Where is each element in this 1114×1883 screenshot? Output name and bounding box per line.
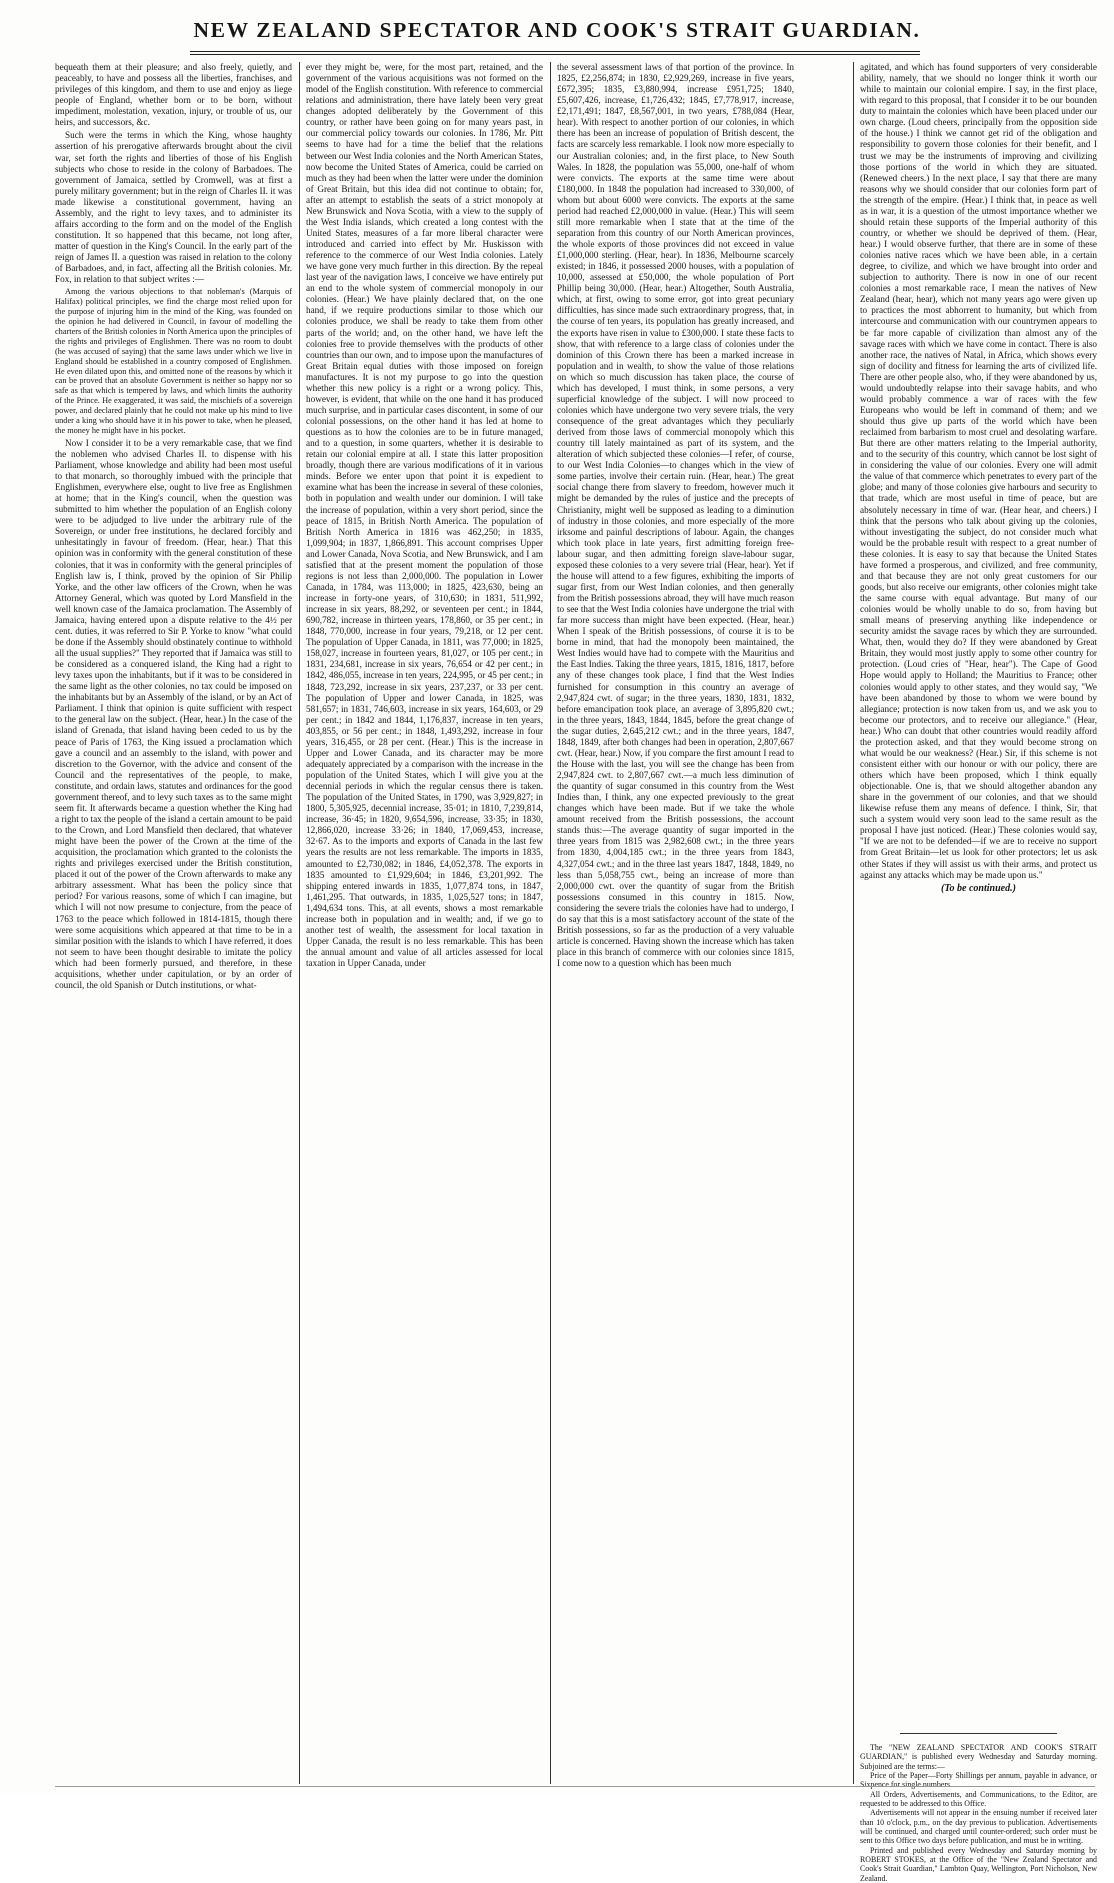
imprint-paragraph: Printed and published every Wednesday and Saturday morning by ROBERT STOKES, at the Office of the "New Zealand Spectator and Cook's Strait Guardian," Lambton Quay, Wellington, Port Nicholson, New Zealand. (860, 1845, 1097, 1883)
continued-notice: (To be continued.) (941, 882, 1016, 894)
imprint-paragraph: Price of the Paper—Forty Shillings per annum, payable in advance, or Sixpence for single numbers. (860, 1771, 1097, 1790)
article-column-3 (557, 62, 794, 1782)
imprint-rule (900, 1733, 1057, 1734)
article-column-2 (306, 62, 543, 1782)
column-divider (853, 62, 854, 1784)
page-bottom-rule (55, 1786, 1095, 1787)
article-paragraph: the several assessment laws of that portion of the province. In 1825, £2,256,874; in 1830, £2,929,269, increase in five years, £672,395; 1835, £3,880,994, increase £951,725; 1840, £5,607,426, increase, £1,726,432; 1845, £7,778,917, increase, £2,171,491; 1847, £8,567,001, in two years, £788,084 (Hear, hear). With respect to another portion of our colonies, in which there has been an increase of population of British descent, the facts are scarcely less remarkable. I look now more especially to our Australian colonies; and, in the first place, to New South Wales. In 1828, the population was 55,000, one-half of whom were convicts. The exports at the same time were about £180,000. In 1848 the population had increased to 330,000, of whom but about 6000 were convicts. The exports at the same period had reached £2,000,000 in value. (Hear.) This will seem still more remarkable when I state that at the time of the separation from this country of our North American provinces, the whole exports of those provinces did not exceed in value £1,000,000 sterling. (Hear, hear). In 1836, Melbourne scarcely existed; in 1846, it possessed 2000 houses, with a population of 10,000, assessed at £50,000, the whole population of Port Phillip being 30,000. (Hear, hear.) Altogether, South Australia, which, at first, owing to some error, got into great pecuniary difficulties, has since made such extraordinary progress, that, in the course of ten years, its population has greatly increased, and the exports have risen in value to £300,000. I state these facts to show, that with reference to a large class of colonies under the dominion of this Crown there has been a marked increase in population and in wealth, to show the value of those relations on which so much discussion has taken place, the course of which has developed, I must think, in some persons, a very superficial knowledge of the subject. I will now proceed to colonies which have undergone two very severe trials, the very consequence of the great advantages which they peculiarly derived from those laws of commercial monopoly which this country till lately maintained as part of its system, and the alteration of which subjected these colonies—I refer, of course, to our West India Colonies—to changes which in the view of some parties, involve their certain ruin. (Hear, hear.) The great social change there from slavery to freedom, however much it might be demanded by the rules of justice and the precepts of Christianity, might well be supposed as leading to a diminution of industry in those colonies, and more especially of the more irksome and painful descriptions of labour. Again, the changes which took place in late years, first admitting foreign free-labour sugar, and then admitting foreign slave-labour sugar, exposed these colonies to a very severe trial (Hear, hear). Yet if the house will attend to a few figures, exhibiting the imports of sugar first, from our West Indian colonies, and then generally from the British possessions abroad, they will have much reason to see that the West India colonies have undergone the trial with far more success than might have been expected. (Hear, hear.) When I speak of the British possessions, of course it is to be borne in mind, that had the monopoly been maintained, the West Indies would have had to compete with the Mauritius and the East Indies. Taking the three years, 1815, 1816, 1817, before any of these changes took place, I find that the West Indies furnished for consumption in this country an average of 2,947,824 cwt. of sugar; in the three years, 1830, 1831, 1832, before emancipation took place, an average of 3,895,820 cwt.; in the three years, 1843, 1844, 1845, before the great change of the sugar duties, 2,645,212 cwt.; and in the three years, 1847, 1848, 1849, after both changes had been in operation, 2,807,667 cwt. (Hear, hear.) Now, if you compare the first amount I read to the House with the last, you will see the change has been from 2,947,824 cwt. to 2,807,667 cwt.—a much less diminution of the quantity of sugar consumed in this country from the West Indies than, I think, any one expected previously to the great changes which have been made. But if we take the whole amount received from the British possessions, the account stands thus:—The average quantity of sugar imported in the three years from 1815 was 2,982,608 cwt.; in the three years from 1830, 4,004,185 cwt.; in the three years from 1843, 4,327,054 cwt.; and in the three last years 1847, 1848, 1849, no less than 5,058,755 cwt., being an increase of more than 2,000,000 cwt. over the quantity of sugar from the British possessions consumed in this country in 1815. Now, considering the severe trials the colonies have had to undergo, I do say that this is a most satisfactory account of the state of the British possessions, so far as the production of a very valuable article is concerned. Having shown the increase which has taken place in this branch of commerce with our colonies since 1815, I come now to a question which has been much (557, 62, 794, 969)
article-paragraph: Among the various objections to that nobleman's (Marquis of Halifax) political principles, we find the charge most relied upon for the purpose of injuring him in the mind of the King, was founded on the opinion he had delivered in Council, in favour of modelling the charters of the British colonies in North America upon the principles of the rights and privileges of Englishmen. There was no room to doubt (he was accused of saying) that the same laws under which we live in England should be established in a country composed of Englishmen. He even dilated upon this, and omitted none of the reasons by which it can be proved that an absolute Government is neither so happy nor so safe as that which is tempered by laws, and which limits the authority of the Prince. He exaggerated, it was said, the mischiefs of a sovereign power, and declared plainly that he could not make up his mind to live under a king who should have it in his power to take, when he pleased, the money he might have in his pocket. (55, 287, 292, 435)
masthead-title: NEW ZEALAND SPECTATOR AND COOK'S STRAIT GUARDIAN. (193, 18, 921, 42)
article-paragraph: bequeath them at their pleasure; and also freely, quietly, and peaceably, to have and possess all the liberties, franchises, and privileges of this kingdom, and them to use and enjoy as liege people of England, whether born or to be born, without impediment, molestation, vexation, injury, or trouble of us, our heirs, and successors, &c. (55, 62, 292, 128)
column-divider (299, 62, 300, 1784)
article-column-4 (860, 62, 1097, 1722)
article-column-1 (55, 62, 292, 1782)
imprint-paragraph: All Orders, Advertisements, and Communications, to the Editor, are requested to be addressed to this Office. (860, 1789, 1097, 1809)
article-paragraph: agitated, and which has found supporters of very considerable ability, namely, that we should no longer think it worth our while to maintain our colonial empire. I say, in the first place, with regard to this proposal, that I consider it to be our bounden duty to maintain the colonies which have been placed under our own charge. (Loud cheers, principally from the opposition side of the house.) I think we cannot get rid of the obligation and responsibility to govern those colonies for their benefit, and I trust we may be the instruments of improving and civilizing those portions of the world in which they are situated. (Renewed cheers.) In the next place, I say that there are many reasons why we should consider that our colonies form part of the strength of the empire. (Hear.) I think that, in peace as well as in war, it is a question of the utmost importance whether we should retain these supports of the Imperial authority of this country, or whether we should be deprived of them. (Hear, hear.) I would observe further, that there are in some of these colonies native races which we have been able, in a certain degree, to civilize, and which we have brought into order and subjection to authority. There is now in one of our recent colonies a most remarkable race, I mean the natives of New Zealand (hear, hear), which not many years ago were given up to practices the most abhorrent to humanity, but which from intercourse and communication with our countrymen appears to be far more capable of civilization than almost any of the savage races with which we have come in contact. There is also another race, the natives of Natal, in Africa, which shows every sign of docility and fitness for learning the arts of civilized life. There are other people also, who, if they were abandoned by us, would undoubtedly relapse into their savage habits, and who would probably commence a war of races with the few Europeans who would be left in command of them; and we should thus give up parts of the world which have been reclaimed from barbarism to most cruel and desolating warfare. But there are other matters relating to the Imperial authority, and to the security of this country, which cannot be lost sight of in considering the value of our colonies. Every one will admit the value of that commerce which penetrates to every part of the globe; and many of those colonies give harbours and security to that trade, which are most useful in time of peace, but are absolutely necessary in time of war. (Hear hear, and cheers.) I think that the persons who talk about giving up the colonies, without investigating the subject, do not consider much what would be the probable result with respect to a great number of these colonies. It is easy to say that because the United States have formed a prosperous, and civilized, and free community, and that because they are not only great customers for our goods, but also receive our emigrants, other colonies might take the same course with equal advantage. But many of our colonies would be wholly unable to do so, from having but small means of preserving anything like independence or security amidst the savage races by which they are surrounded. What, then, would they do? If they were abandoned by Great Britain, they would most justly apply to some other country for protection. (Loud cries of "Hear, hear"). The Cape of Good Hope would apply to Holland; the Mauritius to France; other colonies would apply to other states, and they would say, "We have been abandoned by those to whom we were bound by allegiance; protection is now taken from us, and we ask you to become our protectors, and to receive our allegiance." (Hear, hear.) Who can doubt that other countries would readily afford the protection asked, and that they would become strong on what would be our weakness? (Hear.) Sir, if this scheme is not consistent either with our honour or with our policy, there are others which have been proposed, which I think equally objectionable. One is, that we should altogether abandon any share in the government of our colonies, and that we should likewise refuse them any means of defence. I think, Sir, that such a system would very soon lead to the same result as the proposal I have just noticed. (Hear.) These colonies would say, "If we are not to be defended—if we are to receive no support from Great Britain—let us look for other protectors; let us ask other States if they will assist us with their arms, and protect us against any attacks which may be made upon us." (860, 62, 1097, 880)
article-paragraph: Such were the terms in which the King, whose haughty assertion of his prerogative afterwards brought about the civil war, set forth the rights and liberties of those of his English subjects who chose to reside in the colony of Barbadoes. The government of Jamaica, settled by Cromwell, was at first a purely military government; but in the reign of Charles II. it was made likewise a constitutional government, having an Assembly, and the right to levy taxes, and to administer its affairs according to the form and on the model of the English constitution. It so happened that this became, not long after, matter of question in the King's Council. In the early part of the reign of James II. a question was raised in relation to the colony of Barbadoes, and, in fact, affecting all the British colonies. Mr. Fox, in relation to that subject writes :— (55, 130, 292, 285)
publisher-imprint (860, 1743, 1097, 1883)
column-divider (550, 62, 551, 1784)
imprint-paragraph: The "NEW ZEALAND SPECTATOR AND COOK'S STRAIT GUARDIAN," is published every Wednesday and Saturday morning. Subjoined are the terms:— (860, 1743, 1097, 1771)
masthead-rule-bottom (190, 54, 920, 55)
masthead-rule-top (190, 51, 920, 52)
article-paragraph: ever they might be, were, for the most part, retained, and the government of the various acquisitions was not formed on the model of the English constitution. With reference to commercial relations and administration, there have lately been very great changes adopted deliberately by the Government of this country, or rather have been going on for many years past, in our commercial policy towards our colonies. In 1786, Mr. Pitt seems to have had for a time the belief that the relations between our West India colonies and the North American States, now become the United States of America, could be carried on much as they had been when the latter were under the dominion of Great Britain, but this idea did not continue to obtain; for, after an attempt to establish the seats of a strict monopoly at New Brunswick and Nova Scotia, with a view to the supply of the West India islands, which created a long contest with the United States, measures of a far more liberal character were introduced and carried into effect by Mr. Huskisson with reference to the commerce of our West India colonies. Lately we have gone very much further in this direction. By the repeal last year of the navigation laws, I conceive we have entirely put an end to the whole system of commercial monopoly in our colonies. (Hear.) We have plainly declared that, on the one hand, if we require productions similar to those which our colonies produce, we shall be ready to take them from other parts of the world; and, on the other hand, we have left the colonies free to provide themselves with the products of other countries than our own, and to impose upon the manufactures of Great Britain equal duties with those imposed on foreign manufactures. It is not my purpose to go into the question whether this new policy is a right or a wrong policy. This, however, is evident, that while on the one hand it has produced much surprise, and in particular cases discontent, in some of our colonial possessions, on the other hand it has led at home to questions as to how the colonies are to be in future managed, and to a question, in some quarters, whether it is desirable to retain our colonial empire at all. I state this latter proposition broadly, though there are various modifications of it in various minds. Before we enter upon that point it is expedient to examine what has been the increase in several of these colonies, both in population and wealth under our dominion. I will take the increase of population, within a very short period, since the peace of 1815, in British North America. The population of British North America in 1816 was 462,250; in 1835, 1,099,904; in 1837, 1,866,891. This account comprises Upper and Lower Canada, Nova Scotia, and New Brunswick, and I am satisfied that at the present moment the population of those regions is not less than 2,000,000. The population in Lower Canada, in 1784, was 113,000; in 1825, 423,630, being an increase in forty-one years, of 310,630; in 1831, 511,992, increase in six years, 88,292, or seventeen per cent.; in 1844, 690,782, increase in thirteen years, 178,860, or 35 per cent.; in 1848, 770,000, increase in four years, 79,218, or 12 per cent. The population of Upper Canada, in 1811, was 77,000; in 1825, 158,027, increase in fourteen years, 81,027, or 105 per cent.; in 1831, 234,681, increase in six years, 76,654 or 42 per cent.; in 1842, 486,055, increase in ten years, 224,995, or 45 per cent.; in 1848, 723,292, increase in six years, 237,237, or 33 per cent. The population of Upper and lower Canada, in 1825, was 581,657; in 1831, 746,603, increase in six years, 164,603, or 29 per cent.; in 1842 and 1844, 1,176,837, increase in ten years, 403,855, or 56 per cent.; in 1848, 1,493,292, increase in four years, 316,455, or 28 per cent. (Hear.) This is the increase in Upper and Lower Canada, and its character may be more adequately appreciated by a comparison with the increase in the population of the United States, which I will give you at the decennial periods in which the regular census there is taken. The population of the United States, in 1790, was 3,929,827; in 1800, 5,305,925, decennial increase, 35·01; in 1810, 7,239,814, increase, 36·45; in 1820, 9,654,596, increase, 33·35; in 1830, 12,866,020, increase 33·26; in 1840, 17,069,453, increase, 32·67. As to the imports and exports of Canada in the last few years the results are not less remarkable. The imports in 1835, amounted to £2,730,082; in 1846, £4,052,378. The exports in 1835 amounted to £1,929,604; in 1846, £3,201,992. The shipping entered inwards in 1835, 1,077,874 tons, in 1847, 1,461,295. That outwards, in 1835, 1,025,527 tons; in 1847, 1,494,634 tons. This, at all events, shows a most remarkable increase both in population and in wealth; and, if we go to another test of wealth, the assessment for local taxation in Upper Canada, the result is no less remarkable. This has been the annual amount and value of all articles assessed for local taxation in Upper Canada, under (306, 62, 543, 969)
article-paragraph: Now I consider it to be a very remarkable case, that we find the noblemen who advised Charles II. to dispense with his Parliament, whose knowledge and ability had been most useful to that monarch, so thoroughly imbued with the principle that Englishmen, everywhere else, ought to live free as Englishmen at home; that in the King's council, when the question was submitted to him whether the population of an English colony were to be adjudged to live under the arbitrary rule of the Sovereign, or under free institutions, he declared forcibly and unhesitatingly in favour of freedom. (Hear, hear.) That this opinion was in conformity with the general constitution of these colonies, that it was in conformity with the general principles of English law is, I think, proved by the opinion of Sir Philip Yorke, and the other law officers of the Crown, when he was Attorney General, which was quoted by Lord Mansfield in the well known case of the Jamaica proclamation. The Assembly of Jamaica, having entered upon a dispute relative to the 4½ per cent. duties, it was referred to Sir P. Yorke to know "what could be done if the Assembly should obstinately continue to withhold all the usual supplies?" They reported that if Jamaica was still to be considered as a conquered island, the King had a right to levy taxes upon the inhabitants, but if it was to be considered in the same light as the other colonies, no tax could be imposed on the inhabitants but by an Assembly of the island, or by an Act of Parliament. I think that opinion is quite sufficient with respect to the general law on the subject. (Hear, hear.) In the case of the island of Grenada, that island having been ceded to us by the peace of Paris of 1763, the King issued a proclamation which gave a council and an assembly to the island, with power and discretion to the Governor, with the advice and consent of the Council and the representatives of the people, to make, constitute, and ordain laws, statutes and ordinances for the good government thereof, and to levy such taxes as to the same might seem fit. It afterwards became a question whether the King had a right to tax the people of the island a certain amount to be paid to the Crown, and Lord Mansfield then declared, that whatever might have been the power of the Crown at the time of the acquisition, the proclamation which granted to the colonists the rights and privileges exercised under the British constitution, placed it out of the power of the Crown afterwards to make any arbitrary assessment. What has been the policy since that period? For various reasons, some of which I can imagine, but which I will not now presume to conjecture, from the peace of 1763 to the peace which followed in 1814-1815, though there were some acquisitions which appeared at that time to be in a similar position with the islands to which I have referred, it does not seem to have been thought desirable to imitate the policy which had been formerly pursued, and therefore, in these acquisitions, whether under capitulation, or by an order of council, the old Spanish or Dutch institutions, or what- (55, 437, 292, 990)
imprint-paragraph: Advertisements will not appear in the ensuing number if received later than 10 o'clock, p.m., on the day previous to publication. Advertisements will be continued, and charged until counter-ordered; such order must be sent to this Office two days before publication, and must be in writing. (860, 1808, 1097, 1846)
